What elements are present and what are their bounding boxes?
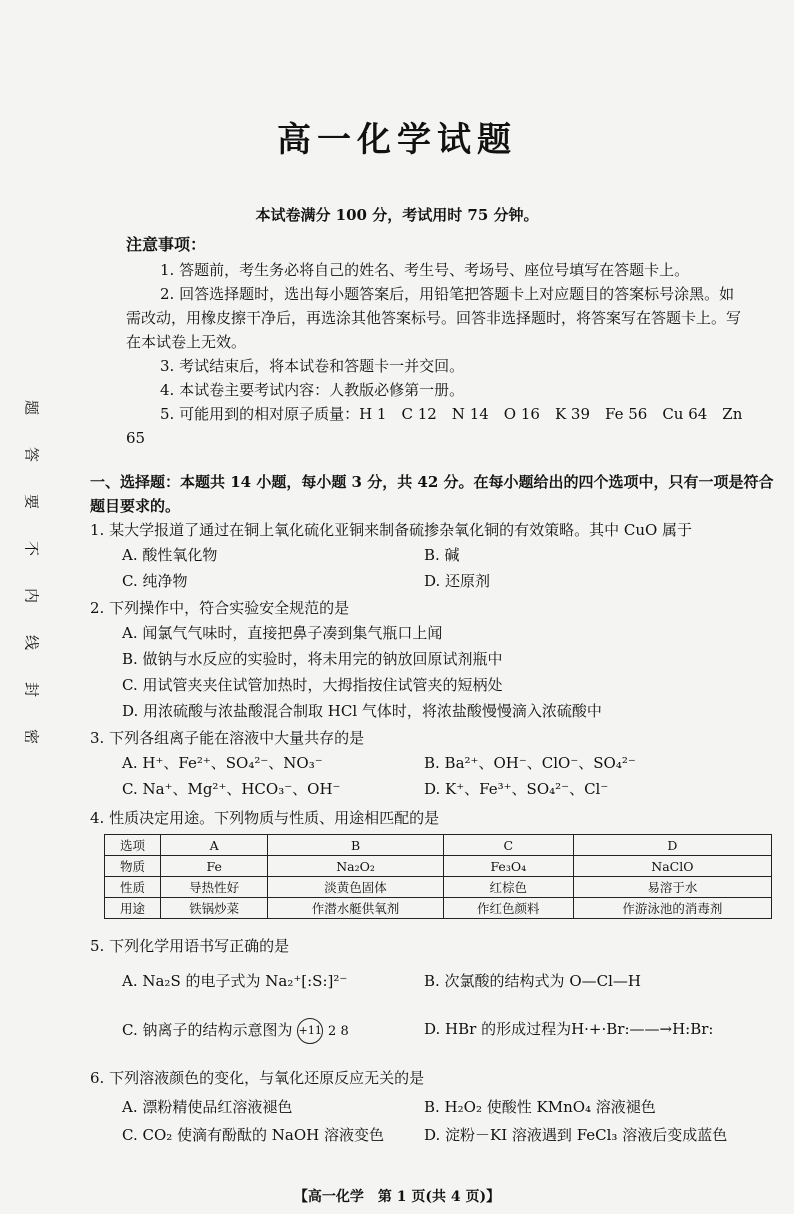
exam-info: 本试卷满分 100 分，考试用时 75 分钟。 [255,206,539,224]
notes: 1. 答题前，考生务必将自己的姓名、考生号、考场号、座位号填写在答题卡上。 2. 回答选择题时，选出每小题答案后，用铅笔把答题卡上对应题目的答案标号涂黑。如需改动，用橡皮擦干净后，再选涂其他答案标号。回答非选择题时，将答案写在答题卡上。写在本试卷上无效。 3. 考试结束后，将本试卷和答题卡一并交回。 4. 本试卷主要考试内容：人教版必修第一册。 5. 可能用到的相对原子质量：H 1 C 12 N 14 O 16 K 39 Fe 56 Cu 64 Zn 65 [126,261,743,447]
q3-option-c: C. Na⁺、Mg²⁺、HCO₃⁻、OH⁻ [122,780,341,798]
question-4: 4. 性质决定用途。下列物质与性质、用途相匹配的是 [90,809,440,827]
seal-line-text: 题 答 要 不 内 线 封 密 [22,399,41,744]
q5-option-b: B. 次氯酸的结构式为 O—Cl—H [424,972,641,990]
q2-option-c: C. 用试管夹夹住试管加热时，大拇指按住试管夹的短柄处 [122,676,503,694]
q5-option-d: D. HBr 的形成过程为H·+·Br:——→H:Br: [424,1020,714,1038]
q6-option-b: B. H₂O₂ 使酸性 KMnO₄ 溶液褪色 [424,1098,656,1116]
q1-option-d: D. 还原剂 [424,572,491,590]
q6-option-d: D. 淀粉－KI 溶液遇到 FeCl₃ 溶液后变成蓝色 [424,1126,728,1144]
q3-option-b: B. Ba²⁺、OH⁻、ClO⁻、SO₄²⁻ [424,754,636,772]
question-2: 2. 下列操作中，符合实验安全规范的是 [90,599,350,617]
q5-option-c: C. 钠离子的结构示意图为 +11 2 8 [122,1018,349,1044]
q1-option-c: C. 纯净物 [122,572,188,590]
section-title: 一、选择题：本题共 14 小题，每小题 3 分，共 42 分。在每小题给出的四个选项中，只有一项是符合题目要求的。 [90,473,774,515]
q2-option-a: A. 闻氯气气味时，直接把鼻子凑到集气瓶口上闻 [122,624,443,642]
table-row: 物质 Fe Na₂O₂ Fe₃O₄ NaClO [105,856,772,877]
table-row: 选项 A B C D [105,835,772,856]
notes-heading: 注意事项： [126,235,207,254]
question-5: 5. 下列化学用语书写正确的是 [90,937,290,955]
q3-option-a: A. H⁺、Fe²⁺、SO₄²⁻、NO₃⁻ [122,754,323,772]
q6-option-c: C. CO₂ 使滴有酚酞的 NaOH 溶液变色 [122,1126,385,1144]
table-row: 性质 导热性好 淡黄色固体 红棕色 易溶于水 [105,877,772,898]
table-row: 用途 铁锅炒菜 作潜水艇供氧剂 作红色颜料 作游泳池的消毒剂 [105,898,772,919]
q1-option-a: A. 酸性氧化物 [122,546,218,564]
nucleus-circle: +11 [297,1018,323,1044]
q5-option-a: A. Na₂S 的电子式为 Na₂⁺[:S:]²⁻ [122,972,348,990]
question-1: 1. 某大学报道了通过在铜上氧化硫化亚铜来制备硫掺杂氧化铜的有效策略。其中 CuO 属于 [90,521,693,539]
electron-shells: 2 8 [328,1024,349,1039]
question-3: 3. 下列各组离子能在溶液中大量共存的是 [90,729,365,747]
q2-option-d: D. 用浓硫酸与浓盐酸混合制取 HCl 气体时，将浓盐酸慢慢滴入浓硫酸中 [122,702,602,720]
q3-option-d: D. K⁺、Fe³⁺、SO₄²⁻、Cl⁻ [424,780,609,798]
q2-option-b: B. 做钠与水反应的实验时，将未用完的钠放回原试剂瓶中 [122,650,503,668]
page-footer: 【高一化学 第 1 页(共 4 页)】 [293,1189,501,1205]
page-title: 高一化学试题 [277,120,517,160]
question-6: 6. 下列溶液颜色的变化，与氧化还原反应无关的是 [90,1069,425,1087]
q6-option-a: A. 漂粉精使品红溶液褪色 [122,1098,293,1116]
q1-option-b: B. 碱 [424,546,460,564]
q4-table [104,834,772,919]
